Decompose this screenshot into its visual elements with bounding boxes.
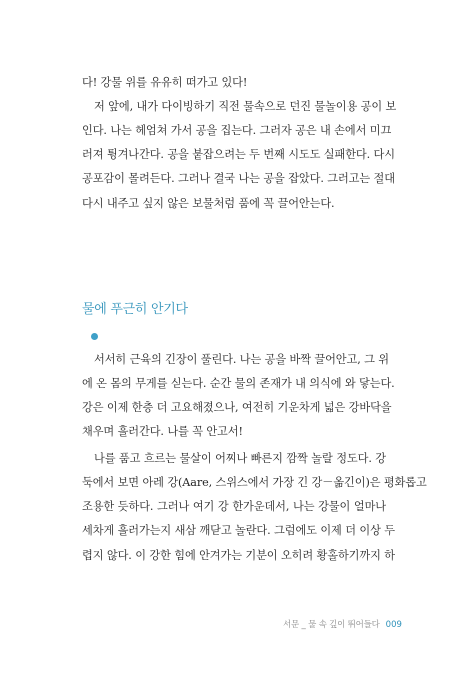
text-line: 러져 튕겨나간다. 공을 붙잡으려는 두 번째 시도도 실패한다. 다시	[82, 148, 395, 161]
page-footer	[283, 617, 403, 633]
text-line: 서서히 근육의 긴장이 풀린다. 나는 공을 바짝 끌어안고, 그 위	[94, 353, 389, 366]
text-line: 세차게 흘러가는지 새삼 깨닫고 놀란다. 그럼에도 이제 더 이상 두	[82, 524, 395, 537]
text-line: 에 온 몸의 무게를 싣는다. 순간 물의 존재가 내 의식에 와 닿는다.	[82, 377, 395, 390]
text-line: 인다. 나는 헤엄쳐 가서 공을 집는다. 그러자 공은 내 손에서 미끄	[82, 124, 392, 137]
text-line: 저 앞에, 내가 다이빙하기 직전 물속으로 던진 물놀이용 공이 보	[94, 100, 397, 113]
heading-bullet-dot	[91, 333, 98, 340]
text-line: 다! 강물 위를 유유히 떠가고 있다!	[82, 76, 248, 89]
text-line: 다시 내주고 싶지 않은 보물처럼 품에 꼭 끌어안는다.	[82, 197, 335, 210]
running-title: 서문 _ 물 속 깊이 뛰어들다	[283, 620, 380, 630]
text-line: 나를 품고 흐르는 물살이 어찌나 빠른지 깜짝 놀랄 정도다. 강	[94, 452, 386, 465]
section-heading: 물에 푸근히 안기다	[82, 302, 188, 317]
text-line: 강은 이제 한층 더 고요해졌으나, 여전히 기운차게 넓은 강바닥을	[82, 401, 392, 414]
text-line: 조용한 듯하다. 그러나 여기 강 한가운데서, 나는 강물이 얼마나	[82, 500, 386, 513]
text-line: 채우며 흘러간다. 나를 꼭 안고서!	[82, 425, 243, 438]
text-line: 공포감이 몰려든다. 그러나 결국 나는 공을 잡았다. 그러고는 절대	[82, 172, 395, 185]
text-line: 렵지 않다. 이 강한 힘에 안겨가는 기분이 오히려 황홀하기까지 하	[82, 549, 395, 562]
text-line: 둑에서 보면 아레 강(Aare, 스위스에서 가장 긴 강－옮긴이)은 평화롭고	[82, 476, 427, 489]
page-number: 009	[385, 620, 402, 630]
